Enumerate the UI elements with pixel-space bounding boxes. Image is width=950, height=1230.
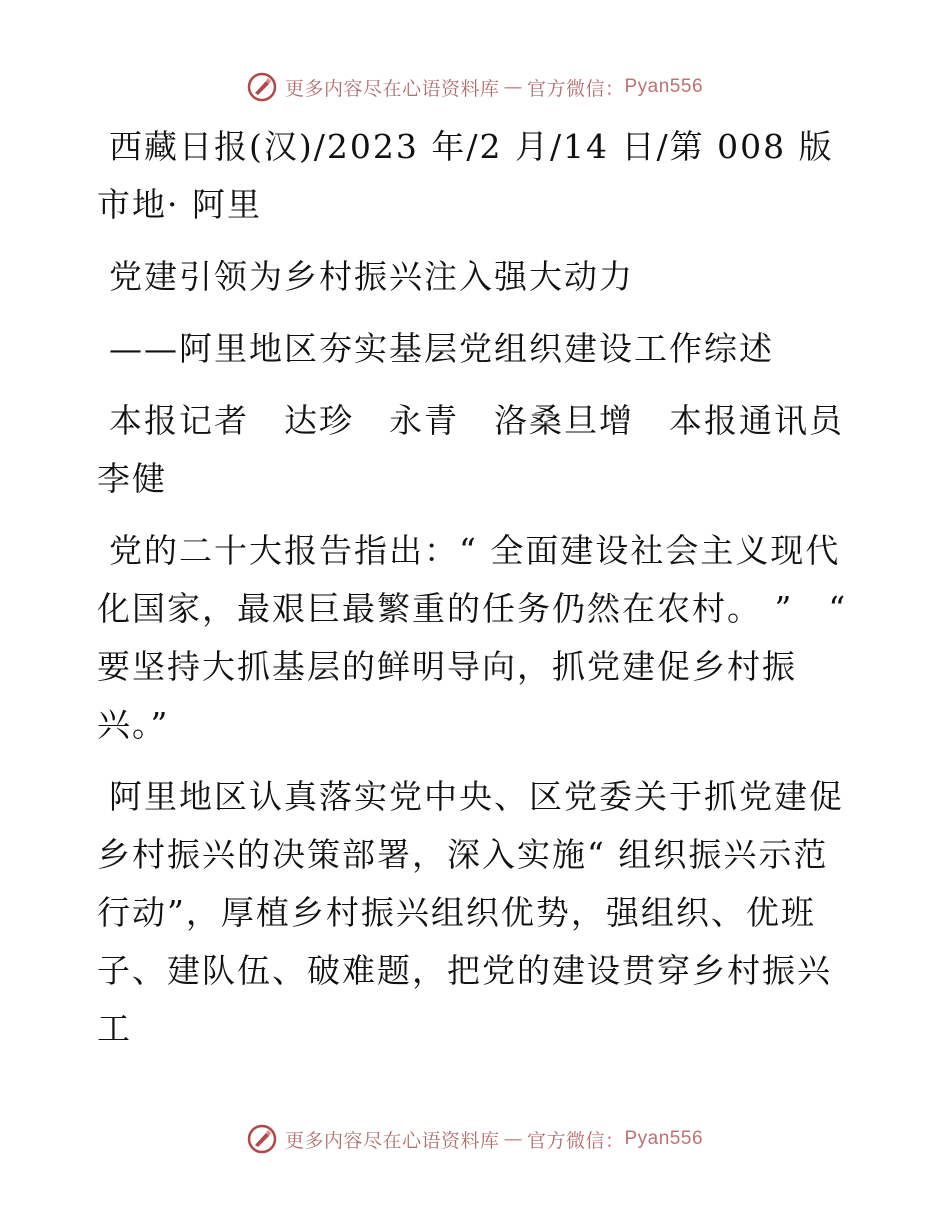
article-body bbox=[97, 118, 857, 1072]
watermark-separator: — bbox=[503, 76, 523, 98]
watermark-id: Pyan556 bbox=[624, 76, 704, 97]
paragraph: 党的二十大报告指出：“ 全面建设社会主义现代化国家，最艰巨最繁重的任务仍然在农村。 ” “ 要坚持大抓基层的鲜明导向，抓党建促乡村振兴。” bbox=[97, 531, 848, 744]
watermark-text: 更多内容尽在心语资料库 bbox=[284, 77, 500, 100]
watermark-text: 更多内容尽在心语资料库 bbox=[284, 1129, 500, 1152]
header-watermark bbox=[0, 72, 950, 102]
footer-watermark bbox=[0, 1124, 950, 1154]
watermark-suffix: 官方微信： bbox=[526, 77, 625, 100]
pen-logo-icon bbox=[247, 1124, 277, 1154]
article-subtitle: ——阿里地区夯实基层党组织建设工作综述 bbox=[109, 329, 774, 368]
paragraph: 阿里地区认真落实党中央、区党委关于抓党建促乡村振兴的决策部署，深入实施“ 组织振兴示范行动”，厚植乡村振兴组织优势，强组织、优班子、建队伍、破难题，把党的建设贯穿乡村振兴工 bbox=[97, 777, 844, 1048]
watermark-suffix: 官方微信： bbox=[526, 1129, 625, 1152]
byline: 本报记者 达珍 永青 洛桑旦增 本报通讯员李健 bbox=[97, 401, 844, 498]
watermark-separator: — bbox=[503, 1128, 523, 1150]
watermark-id: Pyan556 bbox=[624, 1128, 704, 1149]
pen-logo-icon bbox=[247, 72, 277, 102]
source-line: 西藏日报(汉)/2023 年/2 月/14 日/第 008 版市地· 阿里 bbox=[97, 127, 834, 224]
article-title: 党建引领为乡村振兴注入强大动力 bbox=[109, 257, 634, 296]
